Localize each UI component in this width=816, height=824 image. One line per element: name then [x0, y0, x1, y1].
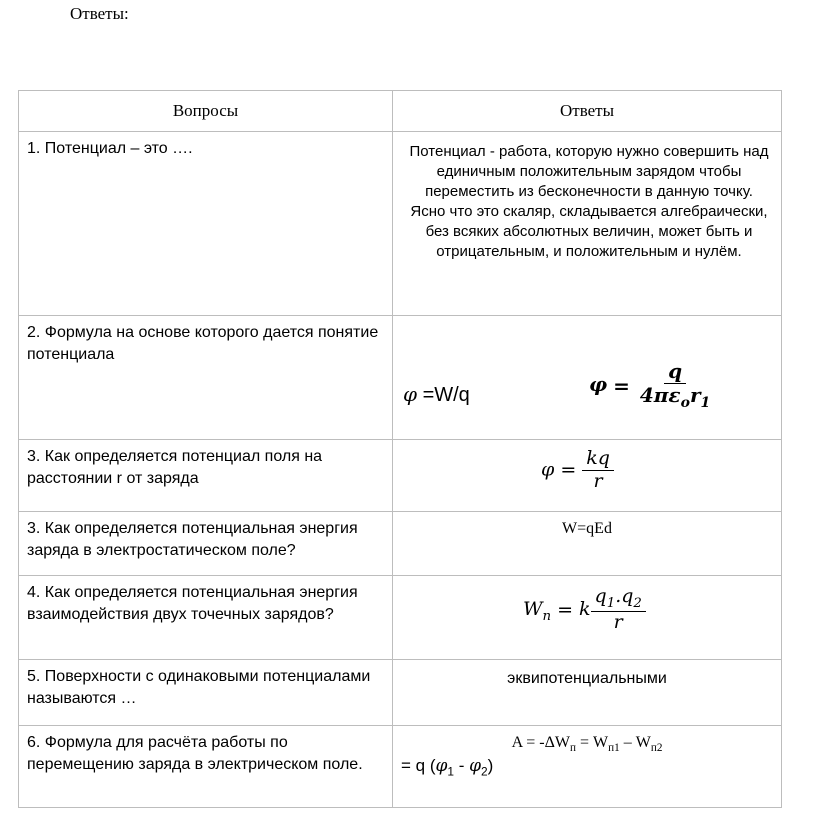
work-formula-line1: $A = -\Delta W_п = W_{п1} - W_{п2}$	[511, 734, 663, 755]
numerator: q	[664, 360, 686, 384]
answer-cell	[393, 512, 782, 576]
header-answers: Ответы	[393, 91, 782, 132]
formula-text: =W/q	[417, 384, 470, 406]
question-text: 3. Как определяется потенциал поля на расстоянии r от заряда	[27, 448, 323, 487]
potential-distance-formula	[541, 448, 614, 493]
den-main: 4πε	[639, 383, 681, 407]
question-cell	[19, 660, 393, 726]
question-text: 6. Формула для расчёта работы по перемещению заряда в электрическом поле.	[27, 734, 363, 773]
answer-paragraph: Потенциал - работа, которую нужно совершить над единичным положительным зарядом чтобы переместить из бесконечности в данную точку.	[409, 143, 769, 200]
answer-cell	[393, 726, 782, 808]
den-r: r	[689, 383, 701, 407]
qa-table	[18, 90, 782, 808]
equals-sign: =	[557, 598, 574, 621]
answer-cell	[393, 660, 782, 726]
k-symbol: k	[579, 597, 591, 620]
question-cell	[19, 132, 393, 316]
table-row	[19, 726, 782, 808]
table-row	[19, 440, 782, 512]
question-text: 4. Как определяется потенциальная энергия взаимодействия двух точечных зарядов?	[27, 584, 358, 623]
table-row	[19, 512, 782, 576]
numerator: $q_1.q_2$	[591, 586, 646, 612]
question-cell	[19, 440, 393, 512]
answer-text: эквипотенциальными	[507, 670, 667, 687]
question-cell	[19, 576, 393, 660]
answer-paragraph: Ясно что это скаляр, складывается алгебраически, без всяких абсолютных величин, может быть и отрицательным, и положительным и нулём.	[410, 203, 768, 260]
question-text: 3. Как определяется потенциальная энергия заряда в электростатическом поле?	[27, 520, 358, 559]
table-row	[19, 132, 782, 316]
header-questions: Вопросы	[19, 91, 393, 132]
phi-symbol: φ	[403, 382, 418, 406]
answer-formula-text: W=qEd	[562, 520, 612, 537]
answer-cell	[393, 132, 782, 316]
denominator	[636, 384, 714, 411]
question-cell	[19, 726, 393, 808]
den-sub: 1	[700, 395, 711, 411]
work-formula-line2: = q $(\varphi_1 - \varphi_2)$	[401, 756, 494, 779]
equals-sign: =	[613, 373, 630, 398]
answer-text	[393, 132, 781, 266]
interaction-energy-formula	[523, 586, 646, 634]
question-text: 2. Формула на основе которого дается понятие потенциала	[27, 324, 379, 363]
fraction	[636, 360, 714, 411]
equals-sign: =	[560, 459, 577, 482]
phi-symbol: φ	[541, 458, 555, 481]
den-sub: o	[680, 395, 690, 411]
w-symbol: $W_n$	[523, 597, 552, 624]
question-text: 1. Потенциал – это ….	[27, 140, 193, 157]
fraction	[591, 586, 646, 634]
page-heading: Ответы:	[70, 4, 129, 23]
table-header-row	[19, 91, 782, 132]
denominator: r	[593, 469, 603, 492]
numerator: kq	[582, 448, 614, 471]
answer-cell	[393, 440, 782, 512]
question-text: 5. Поверхности с одинаковыми потенциалами называются …	[27, 668, 371, 707]
question-cell	[19, 316, 393, 440]
answer-cell	[393, 576, 782, 660]
potential-formula-simple	[403, 382, 470, 407]
table-row	[19, 660, 782, 726]
denominator: r	[613, 611, 623, 634]
table-row	[19, 576, 782, 660]
question-cell	[19, 512, 393, 576]
table-row	[19, 316, 782, 440]
phi-symbol: φ	[589, 372, 608, 397]
potential-formula-coulomb	[589, 360, 714, 411]
fraction	[582, 448, 614, 493]
answer-cell	[393, 316, 782, 440]
